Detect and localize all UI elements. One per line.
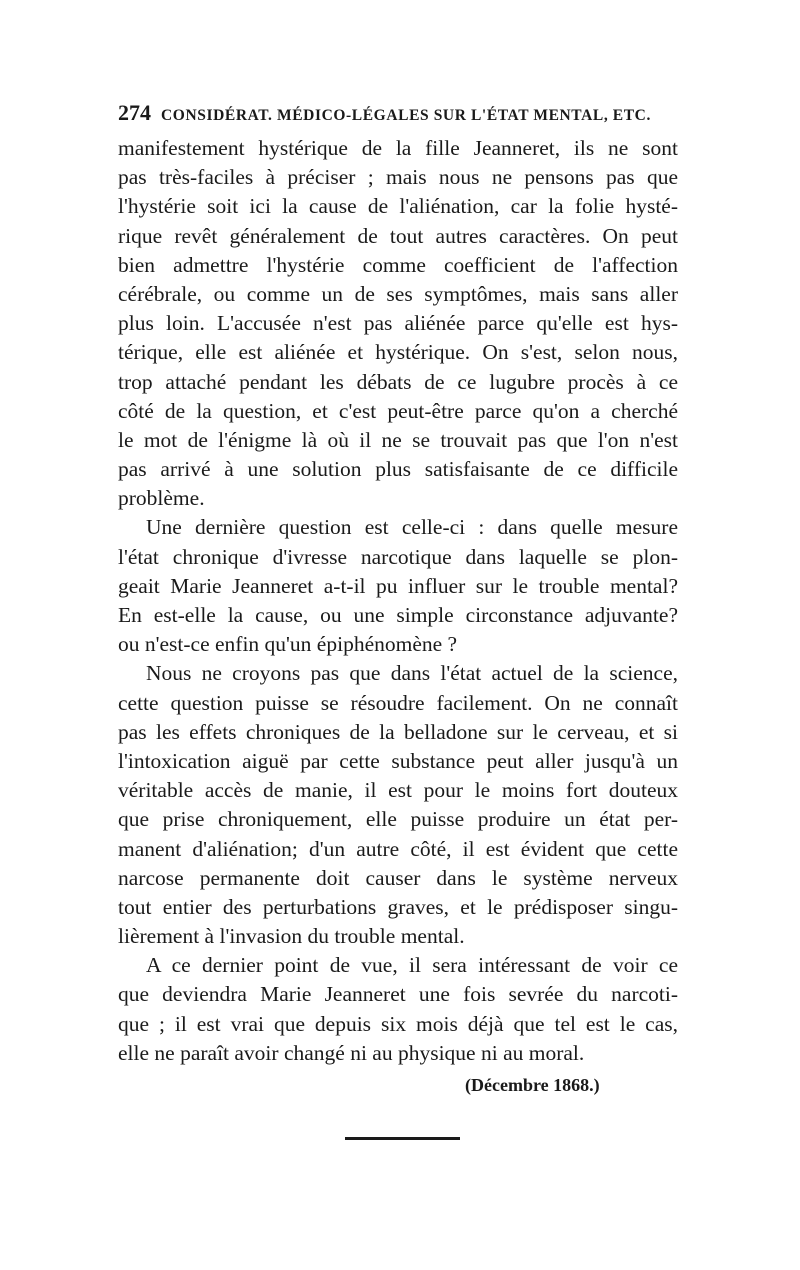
text-line: ou n'est-ce enfin qu'un épiphénomène ? <box>118 632 458 657</box>
text-line: trop attaché pendant les débats de ce lugubre procès à ce <box>118 369 678 394</box>
text-line: narcose permanente doit causer dans le système nerveux <box>118 865 678 890</box>
text-line: problème. <box>118 486 205 511</box>
text-line: pas très-faciles à préciser ; mais nous ne pensons pas que <box>118 165 678 190</box>
text-line: véritable accès de manie, il est pour le moins fort douteux <box>118 778 678 803</box>
text-line: lièrement à l'invasion du trouble mental. <box>118 924 465 949</box>
text-line: elle ne paraît avoir changé ni au physique ni au moral. <box>118 1040 585 1065</box>
running-head-title: CONSIDÉRAT. MÉDICO-LÉGALES SUR L'ÉTAT MENTAL, ETC. <box>161 107 651 124</box>
text-line: pas les effets chroniques de la belladone sur le cerveau, et si <box>118 719 678 744</box>
text-line: manent d'aliénation; d'un autre côté, il est évident que cette <box>118 836 678 861</box>
text-line: En est-elle la cause, ou une simple circonstance adjuvante? <box>118 603 678 627</box>
paragraph <box>118 659 678 951</box>
text-line: Une dernière question est celle-ci : dans quelle mesure <box>146 515 678 540</box>
text-line: que ; il est vrai que depuis six mois déjà que tel est le cas, <box>118 1011 678 1036</box>
text-line: l'intoxication aiguë par cette substance peut aller jusqu'à un <box>118 748 678 773</box>
text-line: le mot de l'énigme là où il ne se trouvait pas que l'on n'est <box>118 427 678 452</box>
text-line: plus loin. L'accusée n'est pas aliénée parce qu'elle est hys- <box>118 311 678 336</box>
text-line: bien admettre l'hystérie comme coefficient de l'affection <box>118 252 678 277</box>
page-number: 274 <box>118 100 151 125</box>
text-line: manifestement hystérique de la fille Jeanneret, ils ne sont <box>118 136 678 160</box>
paragraph <box>118 513 678 659</box>
text-line: tout entier des perturbations graves, et le prédisposer singu- <box>118 894 678 919</box>
paragraph <box>118 951 678 1068</box>
date-signature: (Décembre 1868.) <box>465 1075 600 1095</box>
text-line: térique, elle est aliénée et hystérique. On s'est, selon nous, <box>118 340 678 365</box>
text-line: A ce dernier point de vue, il sera intéressant de voir ce <box>146 953 678 978</box>
running-header <box>118 100 678 128</box>
text-line: côté de la question, et c'est peut-être parce qu'on a cherché <box>118 398 678 423</box>
paragraph <box>118 134 678 513</box>
text-line: geait Marie Jeanneret a-t-il pu influer sur le trouble mental? <box>118 573 678 598</box>
text-line: rique revêt généralement de tout autres caractères. On peut <box>118 223 678 248</box>
text-line: cette question puisse se résoudre facilement. On ne connaît <box>118 690 678 715</box>
text-line: Nous ne croyons pas que dans l'état actuel de la science, <box>146 661 678 686</box>
text-line: l'état chronique d'ivresse narcotique dans laquelle se plon- <box>118 544 678 569</box>
text-line: cérébrale, ou comme un de ses symptômes, mais sans aller <box>118 281 678 306</box>
body-text <box>118 134 678 1068</box>
end-rule-divider <box>345 1137 460 1140</box>
text-line: pas arrivé à une solution plus satisfaisante de ce difficile <box>118 457 678 482</box>
text-line: que prise chroniquement, elle puisse produire un état per- <box>118 807 678 832</box>
text-line: que deviendra Marie Jeanneret une fois sevrée du narcoti- <box>118 982 678 1007</box>
text-line: l'hystérie soit ici la cause de l'aliénation, car la folie hysté- <box>118 194 678 219</box>
